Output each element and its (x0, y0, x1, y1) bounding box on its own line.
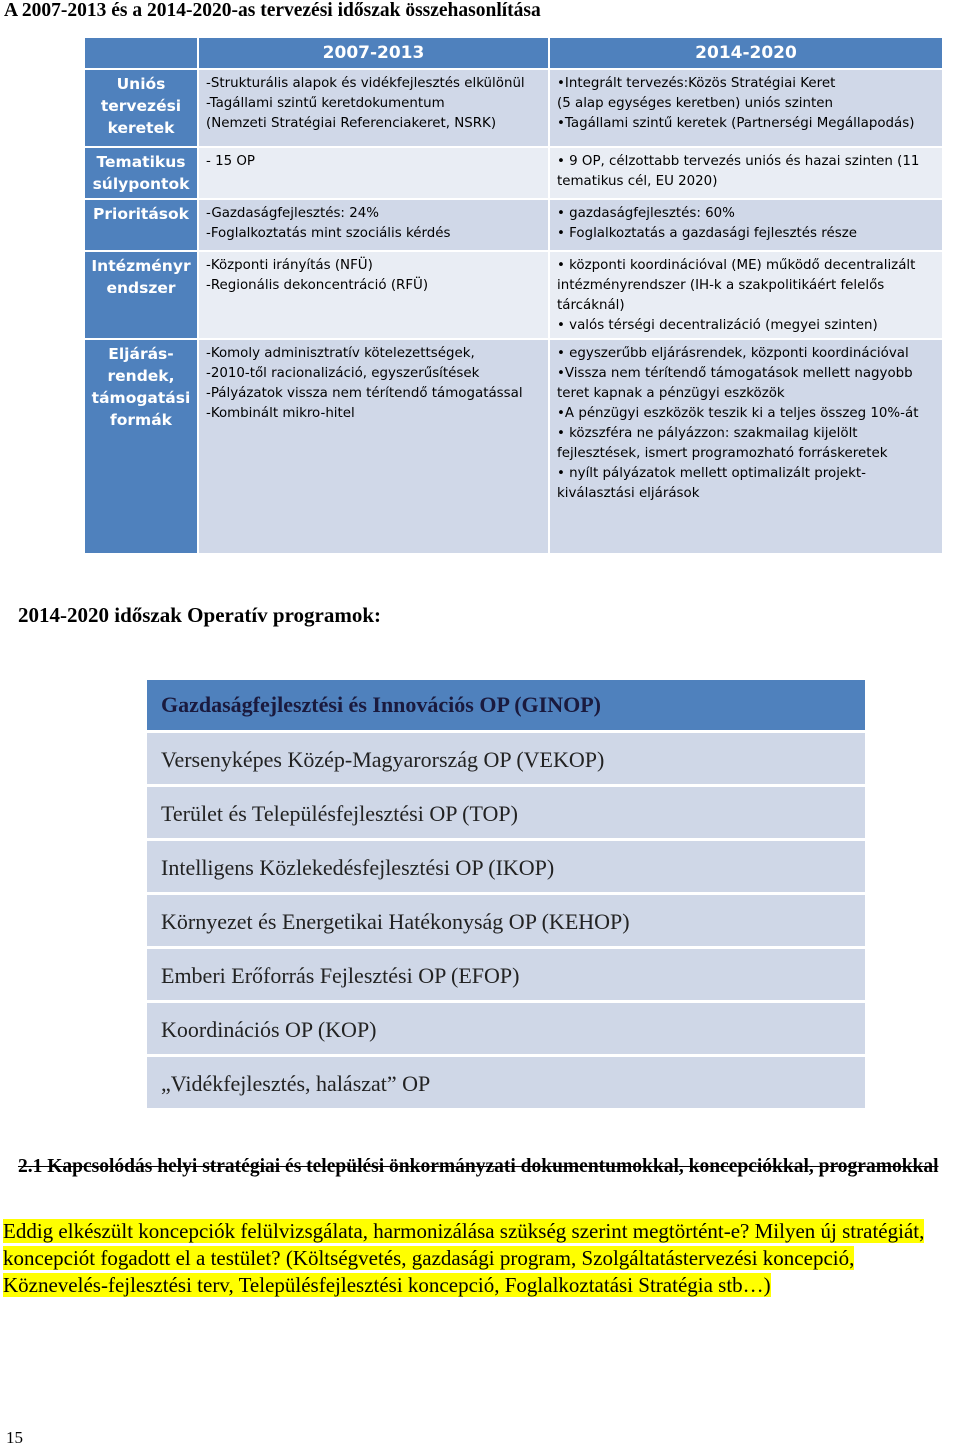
cell-line: tematikus cél, EU 2020) (557, 174, 718, 189)
struck-section-heading: 2.1 Kapcsolódás helyi stratégiai és települési önkormányzati dokumentumokkal, koncepciókkal, programokkal (18, 1156, 939, 1177)
list-item: „Vidékfejlesztés, halászat” OP (147, 1057, 865, 1111)
cell-line: intézményrendszer (IH-k a szakpolitikáért felelős (557, 278, 885, 293)
column-header-2014-2020: 2014-2020 (549, 37, 943, 69)
cell-line: tárcáknál) (557, 298, 625, 313)
cell-2007-2013 (198, 199, 549, 251)
cell-line: •Vissza nem térítendő támogatások mellett nagyobb (557, 366, 913, 381)
cell-line: kiválasztási eljárások (557, 486, 700, 501)
cell-line: • Foglalkoztatás a gazdasági fejlesztés része (557, 226, 857, 241)
cell-line: • gazdaságfejlesztés: 60% (557, 206, 735, 221)
cell-2014-2020 (549, 199, 943, 251)
operative-programs-list (147, 680, 865, 1111)
table-row (84, 339, 943, 554)
cell-line: • 9 OP, célzottabb tervezés uniós és hazai szinten (11 (557, 154, 920, 169)
cell-2007-2013 (198, 339, 549, 554)
cell-line: •Tagállami szintű keretek (Partnerségi Megállapodás) (557, 116, 915, 131)
row-header: Uniós tervezési keretek (84, 69, 198, 147)
cell-line: -Regionális dekoncentráció (RFÜ) (206, 278, 429, 293)
row-header: Prioritások (84, 199, 198, 251)
cell-2007-2013 (198, 69, 549, 147)
list-item: Gazdaságfejlesztési és Innovációs OP (GINOP) (147, 680, 865, 733)
table-row (84, 199, 943, 251)
highlighted-text: Eddig elkészült koncepciók felülvizsgálata, harmonizálása szükség szerint megtörtént-e? Milyen új stratégiát, koncepciót fogadott el a testület? (Költségvetés, gazdasági program, Szolgáltatástervezési koncepció, Köznevelés-fejlesztési terv, Településfejlesztési koncepció, Foglalkoztatási Stratégia stb…) (3, 1219, 925, 1297)
row-header: Intézményr endszer (84, 251, 198, 339)
list-item: Intelligens Közlekedésfejlesztési OP (IKOP) (147, 841, 865, 895)
cell-line: -Központi irányítás (NFÜ) (206, 258, 373, 273)
cell-line: - 15 OP (206, 154, 255, 169)
column-header-2007-2013: 2007-2013 (198, 37, 549, 69)
cell-line: teret kapnak a pénzügyi eszközök (557, 386, 785, 401)
cell-line: -Strukturális alapok és vidékfejlesztés elkülönül (206, 76, 525, 91)
comparison-table (83, 36, 942, 553)
cell-line: (5 alap egységes keretben) uniós szinten (557, 96, 833, 111)
page-title: A 2007-2013 és a 2014-2020-as tervezési időszak összehasonlítása (4, 0, 541, 21)
cell-line: • nyílt pályázatok mellett optimalizált projekt- (557, 466, 866, 481)
cell-line: -Komoly adminisztratív kötelezettségek, (206, 346, 475, 361)
table-row (84, 251, 943, 339)
cell-line: • egyszerűbb eljárásrendek, központi koordinációval (557, 346, 909, 361)
list-item: Terület és Településfejlesztési OP (TOP) (147, 787, 865, 841)
cell-line: • közszféra ne pályázzon: szakmailag kijelölt (557, 426, 858, 441)
cell-line: •Integrált tervezés:Közös Stratégiai Keret (557, 76, 836, 91)
highlighted-paragraph (3, 1218, 959, 1299)
section-subtitle: 2014-2020 időszak Operatív programok: (18, 603, 382, 627)
cell-line: -2010-től racionalizáció, egyszerűsítések (206, 366, 480, 381)
table-corner (84, 37, 198, 69)
row-header: Eljárás-rendek, támogatási formák (84, 339, 198, 554)
list-item: Környezet és Energetikai Hatékonyság OP (KEHOP) (147, 895, 865, 949)
cell-2007-2013 (198, 251, 549, 339)
cell-line: (Nemzeti Stratégiai Referenciakeret, NSRK) (206, 116, 497, 131)
row-header: Tematikus súlypontok (84, 147, 198, 199)
cell-line: -Pályázatok vissza nem térítendő támogatással (206, 386, 523, 401)
cell-2007-2013 (198, 147, 549, 199)
cell-line: -Kombinált mikro-hitel (206, 406, 355, 421)
cell-line: •A pénzügyi eszközök teszik ki a teljes összeg 10%-át (557, 406, 919, 421)
cell-line: -Gazdaságfejlesztés: 24% (206, 206, 379, 221)
list-item: Emberi Erőforrás Fejlesztési OP (EFOP) (147, 949, 865, 1003)
list-item: Versenyképes Közép-Magyarország OP (VEKOP) (147, 733, 865, 787)
page-number: 15 (6, 1428, 23, 1447)
cell-line: • valós térségi decentralizáció (megyei szinten) (557, 318, 878, 333)
cell-2014-2020 (549, 339, 943, 554)
table-row (84, 147, 943, 199)
cell-line: • központi koordinációval (ME) működő decentralizált (557, 258, 916, 273)
table-row (84, 69, 943, 147)
cell-line: -Tagállami szintű keretdokumentum (206, 96, 445, 111)
cell-line: fejlesztések, ismert programozható forráskeretek (557, 446, 888, 461)
cell-2014-2020 (549, 69, 943, 147)
list-item: Koordinációs OP (KOP) (147, 1003, 865, 1057)
cell-2014-2020 (549, 251, 943, 339)
cell-2014-2020 (549, 147, 943, 199)
cell-line: -Foglalkoztatás mint szociális kérdés (206, 226, 451, 241)
